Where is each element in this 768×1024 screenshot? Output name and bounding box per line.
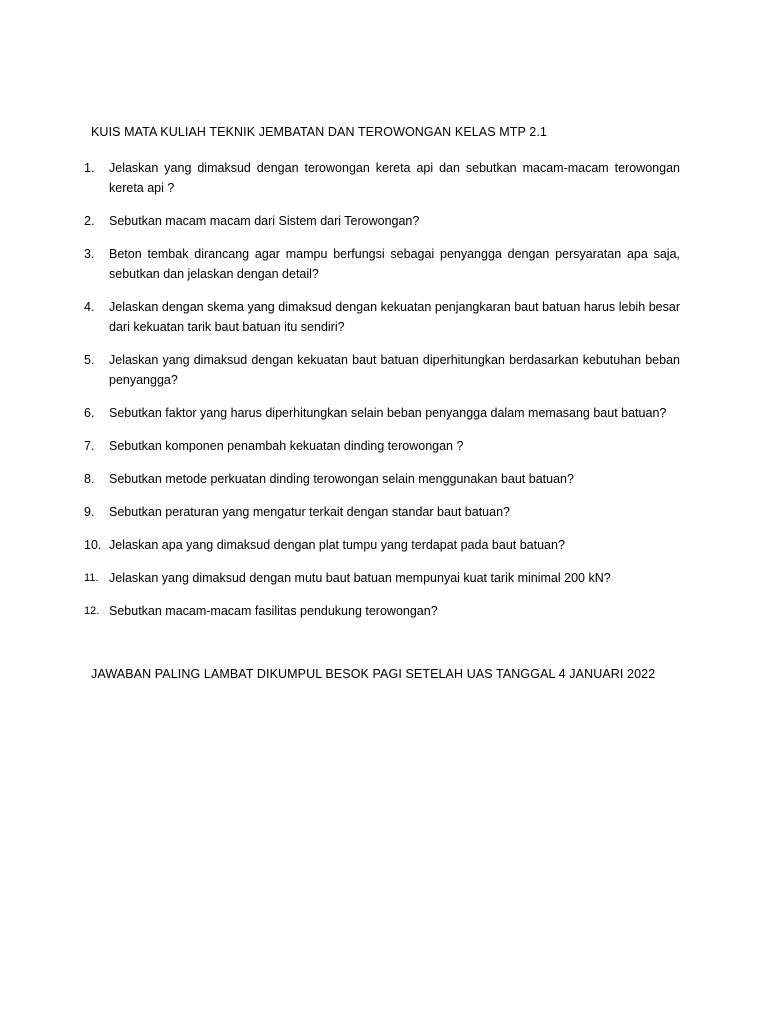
question-text: Sebutkan metode perkuatan dinding terowongan selain menggunakan baut batuan?: [109, 472, 574, 486]
question-item: [84, 211, 680, 231]
question-text: Sebutkan macam-macam fasilitas pendukung terowongan?: [109, 604, 438, 618]
question-number: 10.: [84, 538, 102, 552]
question-text: Jelaskan yang dimaksud dengan mutu baut batuan mempunyai kuat tarik minimal 200 kN?: [109, 571, 611, 585]
question-item: [84, 568, 680, 588]
question-number: 3.: [84, 247, 95, 261]
question-text: Jelaskan dengan skema yang dimaksud dengan kekuatan penjangkaran baut batuan harus lebih besar dari kekuatan tarik baut batuan itu sendiri?: [109, 300, 680, 334]
question-item: [84, 469, 680, 489]
question-number: 2.: [84, 214, 95, 228]
question-item: [84, 244, 680, 284]
question-text: Sebutkan peraturan yang mengatur terkait dengan standar baut batuan?: [109, 505, 510, 519]
question-text: Sebutkan macam macam dari Sistem dari Terowongan?: [109, 214, 420, 228]
question-text: Sebutkan komponen penambah kekuatan dinding terowongan ?: [109, 439, 464, 453]
question-item: [84, 297, 680, 337]
question-number: 12.: [84, 605, 100, 617]
document-title: KUIS MATA KULIAH TEKNIK JEMBATAN DAN TEROWONGAN KELAS MTP 2.1: [91, 125, 547, 139]
question-item: [84, 158, 680, 198]
question-item: [84, 601, 680, 621]
question-number: 11.: [84, 572, 99, 584]
question-number: 9.: [84, 505, 95, 519]
question-number: 7.: [84, 439, 95, 453]
question-text: Sebutkan faktor yang harus diperhitungkan selain beban penyangga dalam memasang baut batuan?: [109, 406, 667, 420]
question-text: Jelaskan yang dimaksud dengan kekuatan baut batuan diperhitungkan berdasarkan kebutuhan beban penyangga?: [109, 353, 680, 387]
question-number: 4.: [84, 300, 95, 314]
question-text: Beton tembak dirancang agar mampu berfungsi sebagai penyangga dengan persyaratan apa saja, sebutkan dan jelaskan dengan detail?: [109, 247, 680, 281]
question-number: 1.: [84, 161, 95, 175]
question-item: [84, 436, 680, 456]
question-item: [84, 403, 680, 423]
question-number: 5.: [84, 353, 95, 367]
question-item: [84, 535, 680, 555]
question-number: 6.: [84, 406, 95, 420]
submission-deadline-note: JAWABAN PALING LAMBAT DIKUMPUL BESOK PAGI SETELAH UAS TANGGAL 4 JANUARI 2022: [91, 667, 656, 681]
question-item: [84, 350, 680, 390]
question-text: Jelaskan apa yang dimaksud dengan plat tumpu yang terdapat pada baut batuan?: [109, 538, 565, 552]
question-item: [84, 502, 680, 522]
question-text: Jelaskan yang dimaksud dengan terowongan kereta api dan sebutkan macam-macam terowongan kereta api ?: [109, 161, 680, 195]
question-number: 8.: [84, 472, 95, 486]
question-list: [84, 158, 680, 634]
